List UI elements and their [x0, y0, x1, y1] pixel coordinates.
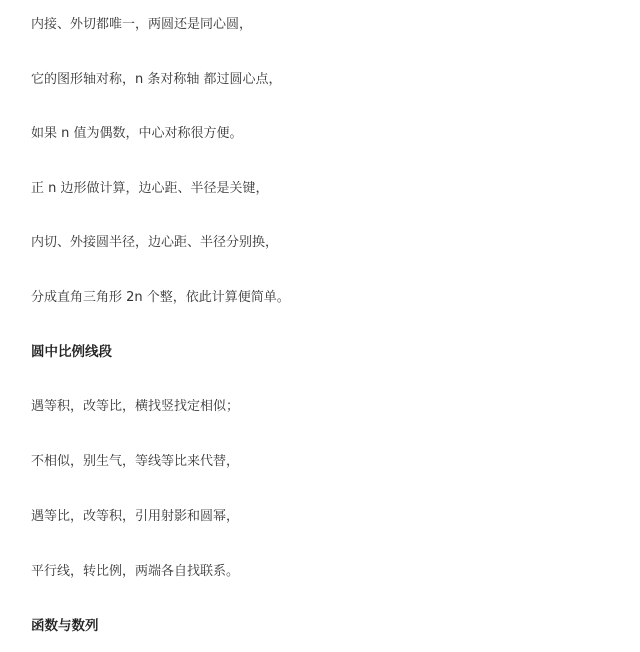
- section-heading: 函数与数列: [31, 618, 99, 634]
- section-heading: 圆中比例线段: [31, 344, 112, 360]
- article-line: 内接、外切都唯一，两圆还是同心圆，: [31, 17, 253, 32]
- article-line: 遇等积，改等比，横找竖找定相似；: [31, 399, 240, 414]
- article-line: 正 n 边形做计算，边心距、半径是关键，: [31, 181, 269, 196]
- article-line: 分成直角三角形 2n 个整，依此计算便简单。: [31, 290, 290, 305]
- article-line: 内切、外接圆半径，边心距、半径分别换，: [31, 235, 279, 250]
- article-line: 它的图形轴对称，n 条对称轴 都过圆心点，: [31, 72, 282, 87]
- article-line: 遇等比，改等积，引用射影和圆幂，: [31, 509, 240, 524]
- article-line: 如果 n 值为偶数，中心对称很方便。: [31, 126, 243, 141]
- article-line: 不相似，别生气，等线等比来代替，: [31, 454, 240, 469]
- article-line: 平行线，转比例，两端各自找联系。: [31, 564, 240, 579]
